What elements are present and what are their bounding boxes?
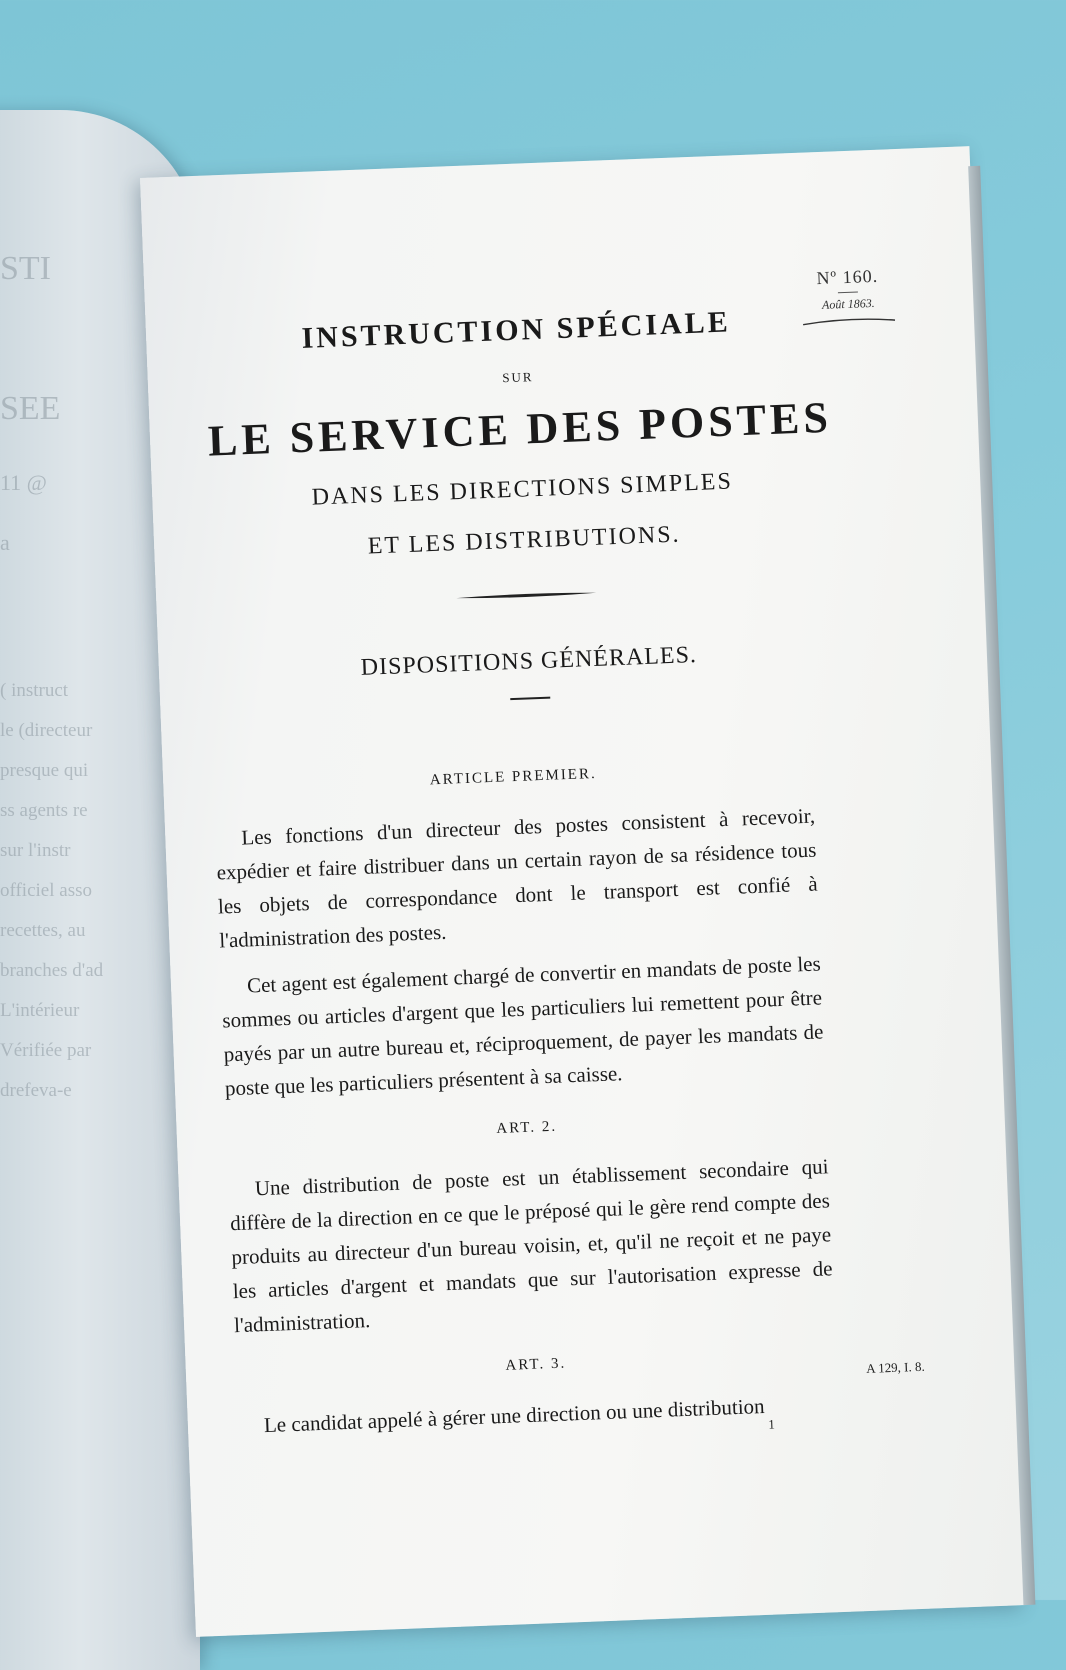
left-ghost-line: STI xyxy=(0,250,51,287)
paragraph: Le candidat appelé à gérer une direction ou une distribution xyxy=(263,1393,765,1438)
paragraph: Les fonctions d'un directeur des postes consistent à recevoir, expédier et faire distribuer dans un certain rayon de sa résidence tous les objets de correspondance dont le transport est confié à l'administration des postes. xyxy=(216,803,819,953)
signature-mark: 1 xyxy=(768,1416,776,1432)
left-ghost-line: ss agents re xyxy=(0,800,88,821)
number-rule xyxy=(838,292,858,294)
left-ghost-line: Vérifiée par xyxy=(0,1040,92,1061)
document-page xyxy=(140,146,1025,1637)
left-ghost-line: a xyxy=(0,530,10,555)
document-number: Nº 160. xyxy=(816,265,879,289)
body-text xyxy=(213,758,838,1456)
left-ghost-line: presque qui xyxy=(0,760,89,781)
title-block xyxy=(186,301,860,712)
section-title: DISPOSITIONS GÉNÉRALES. xyxy=(360,641,698,681)
left-ghost-line: officiel asso xyxy=(0,880,92,901)
left-ghost-line: L'intérieur xyxy=(0,1000,80,1021)
margin-note: A 129, I. 8. xyxy=(865,1358,925,1376)
left-ghost-line: branches d'ad xyxy=(0,960,104,981)
document-date: Août 1863. xyxy=(821,295,875,312)
article-heading: ARTICLE PREMIER. xyxy=(429,765,597,789)
left-ghost-line: drefeva-e xyxy=(0,1080,72,1101)
paragraph: Une distribution de poste est un établissement secondaire qui diffère de la direction en ce que le préposé qui le gère rend compte des produits au directeur d'un bureau voisin, et, qu'il ne reçoit et ne paye les articles d'argent et mandats que sur l'autorisation expresse de l'administration. xyxy=(229,1154,833,1338)
page-edge xyxy=(968,166,1035,1605)
divider-ornament xyxy=(456,590,596,601)
short-rule xyxy=(510,697,550,701)
main-title: LE SERVICE DES POSTES xyxy=(207,392,833,466)
title-line-1: INSTRUCTION SPÉCIALE xyxy=(301,305,732,355)
left-ghost-line: le (directeur xyxy=(0,720,93,741)
left-ghost-line: 11 @ xyxy=(0,470,47,495)
left-ghost-line: recettes, au xyxy=(0,920,86,941)
left-ghost-line: sur l'instr xyxy=(0,840,71,861)
subtitle-line-1: DANS LES DIRECTIONS SIMPLES xyxy=(311,468,734,511)
article-heading: ART. 3. xyxy=(505,1355,567,1374)
paragraph: Cet agent est également chargé de convertir en mandats de poste les sommes ou articles d'argent que les particuliers lui remettent pour être payés par un autre bureau et, réciproquement, de payer les mandats de poste que les particuliers présentent à sa caisse. xyxy=(221,951,824,1101)
left-ghost-line: ( instruct xyxy=(0,680,69,701)
article-heading: ART. 2. xyxy=(496,1118,558,1138)
title-line-2: SUR xyxy=(501,369,534,386)
subtitle-line-2: ET LES DISTRIBUTIONS. xyxy=(367,521,682,560)
left-ghost-line: SEE xyxy=(0,390,61,427)
